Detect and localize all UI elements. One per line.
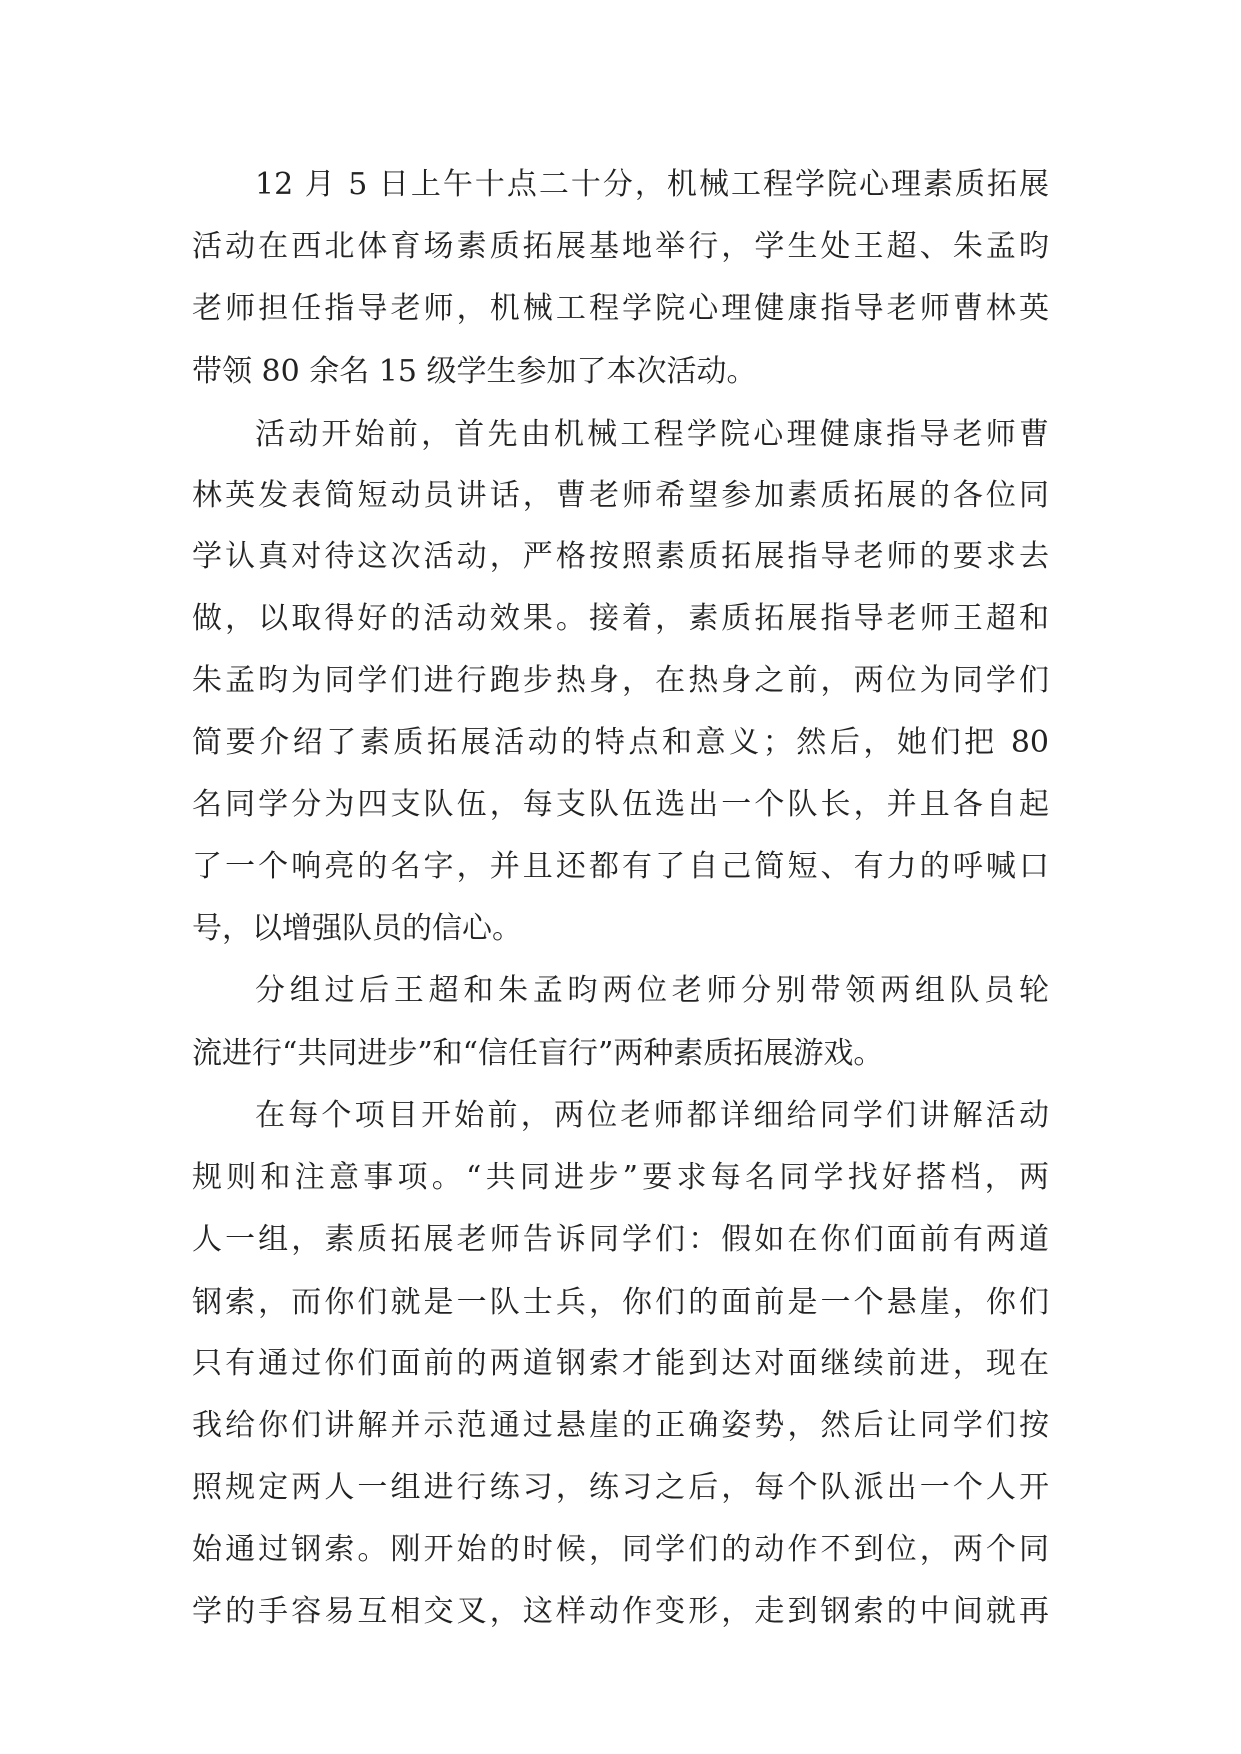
text-line: 人一组，素质拓展老师告诉同学们：假如在你们面前有两道 xyxy=(192,1222,1049,1257)
text-line: 了一个响亮的名字，并且还都有了自己简短、有力的呼喊口 xyxy=(192,849,1049,884)
text-line: 照规定两人一组进行练习，练习之后，每个队派出一个人开 xyxy=(192,1470,1049,1505)
text-line: 做，以取得好的活动效果。接着，素质拓展指导老师王超和 xyxy=(192,601,1049,636)
text-line: 12 月 5 日上午十点二十分，机械工程学院心理素质拓展 xyxy=(255,167,1049,202)
text-line: 学认真对待这次活动，严格按照素质拓展指导老师的要求去 xyxy=(192,539,1049,574)
text-line: 简要介绍了素质拓展活动的特点和意义；然后，她们把 80 xyxy=(192,725,1049,760)
text-line: 老师担任指导老师，机械工程学院心理健康指导老师曹林英 xyxy=(192,291,1049,326)
text-line: 朱孟昀为同学们进行跑步热身，在热身之前，两位为同学们 xyxy=(192,663,1049,698)
text-line: 林英发表简短动员讲话，曹老师希望参加素质拓展的各位同 xyxy=(192,478,1049,513)
text-line: 我给你们讲解并示范通过悬崖的正确姿势，然后让同学们按 xyxy=(192,1408,1049,1443)
text-line: 只有通过你们面前的两道钢索才能到达对面继续前进，现在 xyxy=(192,1346,1049,1381)
text-line: 始通过钢索。刚开始的时候，同学们的动作不到位，两个同 xyxy=(192,1532,1049,1567)
text-line: 活动在西北体育场素质拓展基地举行，学生处王超、朱孟昀 xyxy=(192,229,1049,264)
text-line: 号，以增强队员的信心。 xyxy=(192,911,522,946)
text-line: 钢索，而你们就是一队士兵，你们的面前是一个悬崖，你们 xyxy=(192,1285,1049,1320)
text-line: 带领 80 余名 15 级学生参加了本次活动。 xyxy=(192,354,757,389)
text-line: 流进行“共同进步”和“信任盲行”两种素质拓展游戏。 xyxy=(192,1036,884,1071)
text-line: 在每个项目开始前，两位老师都详细给同学们讲解活动 xyxy=(255,1098,1049,1133)
text-line: 分组过后王超和朱孟昀两位老师分别带领两组队员轮 xyxy=(255,973,1049,1008)
text-line: 活动开始前，首先由机械工程学院心理健康指导老师曹 xyxy=(255,417,1049,452)
text-line: 规则和注意事项。“共同进步”要求每名同学找好搭档，两 xyxy=(192,1160,1049,1195)
text-line: 名同学分为四支队伍，每支队伍选出一个队长，并且各自起 xyxy=(192,787,1049,822)
text-line: 学的手容易互相交叉，这样动作变形，走到钢索的中间就再 xyxy=(192,1594,1049,1629)
